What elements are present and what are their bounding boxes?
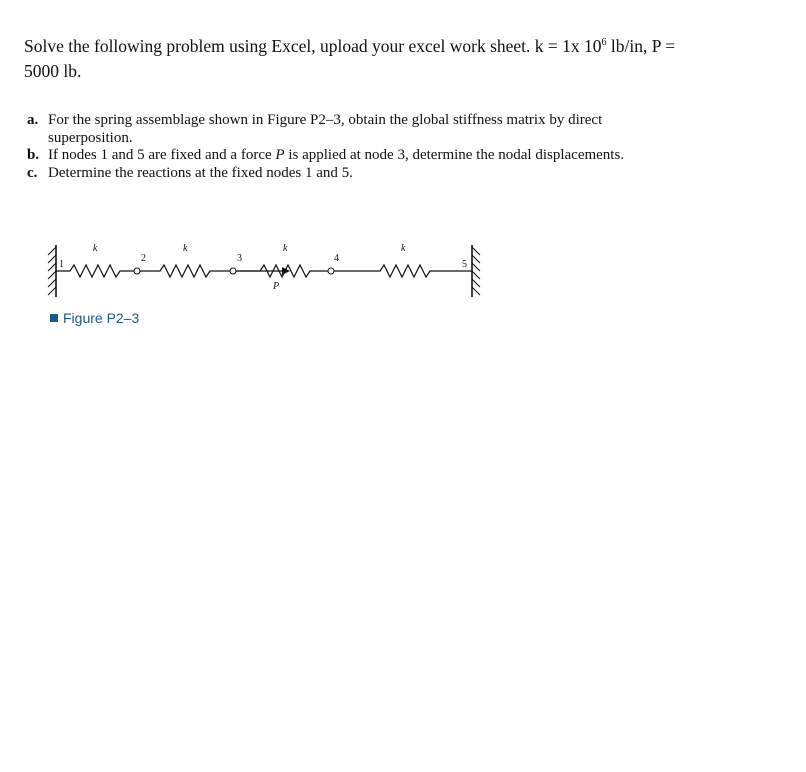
node-2-circle: [134, 268, 140, 274]
node-label-5: 5: [462, 259, 467, 270]
part-text: Determine the reactions at the fixed nodes 1 and 5.: [48, 164, 353, 181]
right-fixed-support: [472, 245, 480, 297]
node-3-circle: [230, 268, 236, 274]
spring-4: [334, 265, 472, 277]
spring-label-4: k: [401, 243, 406, 254]
spring-1: [56, 265, 134, 277]
part-label: c.: [27, 164, 38, 181]
spring-label-3: k: [283, 243, 288, 254]
spring-2: [140, 265, 230, 277]
caption-text: Figure P2–3: [63, 310, 140, 326]
force-label: P: [273, 281, 280, 292]
node-label-2: 2: [141, 253, 146, 264]
exponent: 6: [601, 37, 607, 49]
node-label-4: 4: [334, 253, 339, 264]
part-label: b.: [27, 147, 40, 163]
part-text: If nodes 1 and 5 are fixed and a force P is applied at node 3, determine the nodal displacements.: [48, 147, 625, 163]
statement-line-2: 5000 lb.: [24, 61, 82, 81]
node-4-circle: [328, 268, 334, 274]
caption-marker: [50, 314, 58, 322]
spring-assemblage-figure: [44, 237, 504, 307]
left-fixed-support: [48, 245, 56, 297]
node-label-3: 3: [237, 253, 242, 264]
part-c: [27, 165, 667, 183]
part-label: a.: [27, 112, 39, 128]
figure-caption: [50, 310, 139, 326]
spring-label-1: k: [93, 243, 98, 254]
problem-parts: [27, 112, 667, 182]
spring-label-2: k: [183, 243, 188, 254]
part-b: [27, 147, 667, 165]
statement-line-1: Solve the following problem using Excel, upload your excel work sheet. k = 1x $10^6$ lb/in, P =: [24, 36, 676, 56]
part-text: For the spring assemblage shown in Figure P2–3, obtain the global stiffness matrix by direct superposition.: [48, 112, 603, 146]
force-arrow: [236, 267, 290, 275]
part-a: [27, 112, 667, 147]
problem-statement: [24, 34, 784, 84]
node-label-1: 1: [59, 259, 64, 270]
